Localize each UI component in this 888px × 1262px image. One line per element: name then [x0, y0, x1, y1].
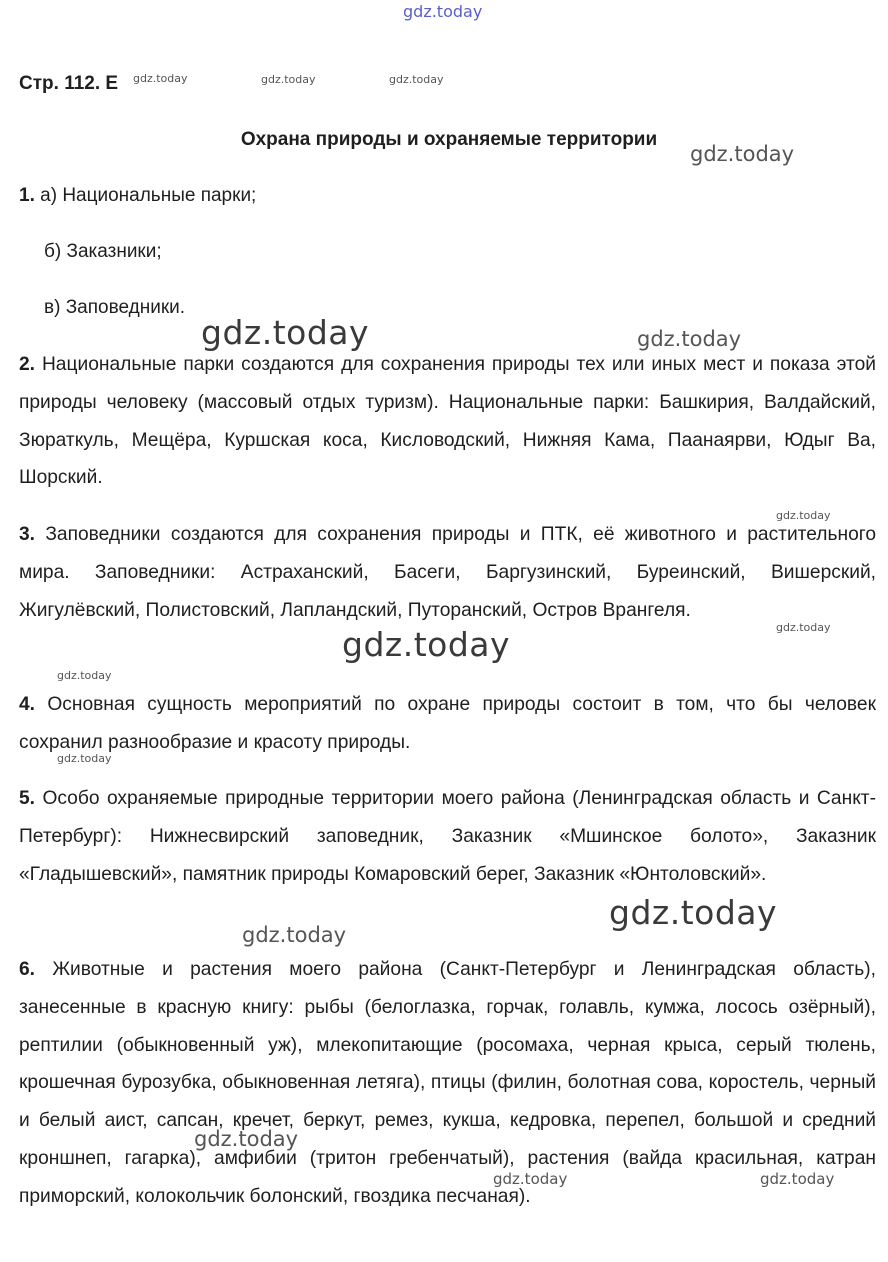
- watermark: gdz.today: [609, 893, 778, 932]
- watermark: gdz.today: [403, 2, 483, 21]
- watermark: gdz.today: [201, 313, 370, 352]
- answer-5: [19, 780, 876, 893]
- answer-text: Заповедники создаются для сохранения природы и ПТК, её животного и растительного мира. Заповедники: Астраханский, Басеги, Баргузинский, Буреинский, Вишерский, Жигулёвский, Полистовский, Лапландский, Путоранский, Остров Врангеля.: [19, 524, 876, 621]
- answer-number: 5.: [19, 788, 36, 809]
- answer-number: 4.: [19, 694, 36, 715]
- answer-1a: [19, 185, 256, 207]
- watermark: gdz.today: [637, 327, 742, 351]
- watermark: gdz.today: [760, 1170, 835, 1188]
- watermark: gdz.today: [776, 509, 831, 522]
- answer-text: а) Национальные парки;: [40, 185, 257, 206]
- answer-text: Животные и растения моего района (Санкт-Петербург и Ленинградская область), занесенные в красную книгу: рыбы (белоглазка, горчак, голавль, кумжа, лосось озёрный), рептилии (обыкновенный уж), млекопитающие (росомаха, черная крыса, серый тюлень, крошечная бурозубка, обыкновенная летяга), птицы (филин, болотная сова, коростель, черный и белый аист, сапсан, кречет, беркут, ремез, кукша, кедровка, перепел, большой и средний кроншнеп, гагарка), амфибии (тритон гребенчатый), растения (вайда красильная, катран приморский, колокольчик болонский, гвоздика песчаная).: [19, 959, 876, 1207]
- watermark: gdz.today: [389, 73, 444, 86]
- watermark: gdz.today: [493, 1170, 568, 1188]
- answer-number: 6.: [19, 959, 36, 980]
- answer-1b: б) Заказники;: [44, 241, 162, 262]
- answer-3: [19, 516, 876, 629]
- page-title: Охрана природы и охраняемые территории: [240, 129, 658, 150]
- watermark: gdz.today: [342, 625, 511, 664]
- watermark: gdz.today: [133, 72, 188, 85]
- answer-4: [19, 686, 876, 762]
- answer-2: [19, 346, 876, 497]
- watermark: gdz.today: [57, 752, 112, 765]
- watermark: gdz.today: [57, 669, 112, 682]
- answer-text: Особо охраняемые природные территории моего района (Ленинградская область и Санкт-Петербург): Нижнесвирский заповедник, Заказник «Мшинское болото», Заказник «Гладышевский», памятник природы Комаровский берег, Заказник «Юнтоловский».: [19, 788, 876, 885]
- watermark: gdz.today: [261, 73, 316, 86]
- answer-number: 2.: [19, 354, 36, 375]
- watermark: gdz.today: [776, 621, 831, 634]
- answer-6: [19, 951, 876, 1216]
- watermark: gdz.today: [690, 142, 795, 166]
- answer-1c: в) Заповедники.: [44, 297, 186, 318]
- answer-text: Основная сущность мероприятий по охране природы состоит в том, что бы человек сохранил разнообразие и красоту природы.: [19, 694, 876, 753]
- page-heading: Стр. 112. E: [19, 73, 119, 94]
- watermark: gdz.today: [242, 923, 347, 947]
- answer-text: Национальные парки создаются для сохранения природы тех или иных мест и показа этой природы человеку (массовый отдых туризм). Национальные парки: Башкирия, Валдайский, Зюраткуль, Мещёра, Куршская коса, Кисловодский, Нижняя Кама, Паанаярви, Юдыг Ва, Шорский.: [19, 354, 876, 489]
- answer-number: 1.: [19, 185, 35, 206]
- watermark: gdz.today: [194, 1127, 299, 1151]
- answer-number: 3.: [19, 524, 36, 545]
